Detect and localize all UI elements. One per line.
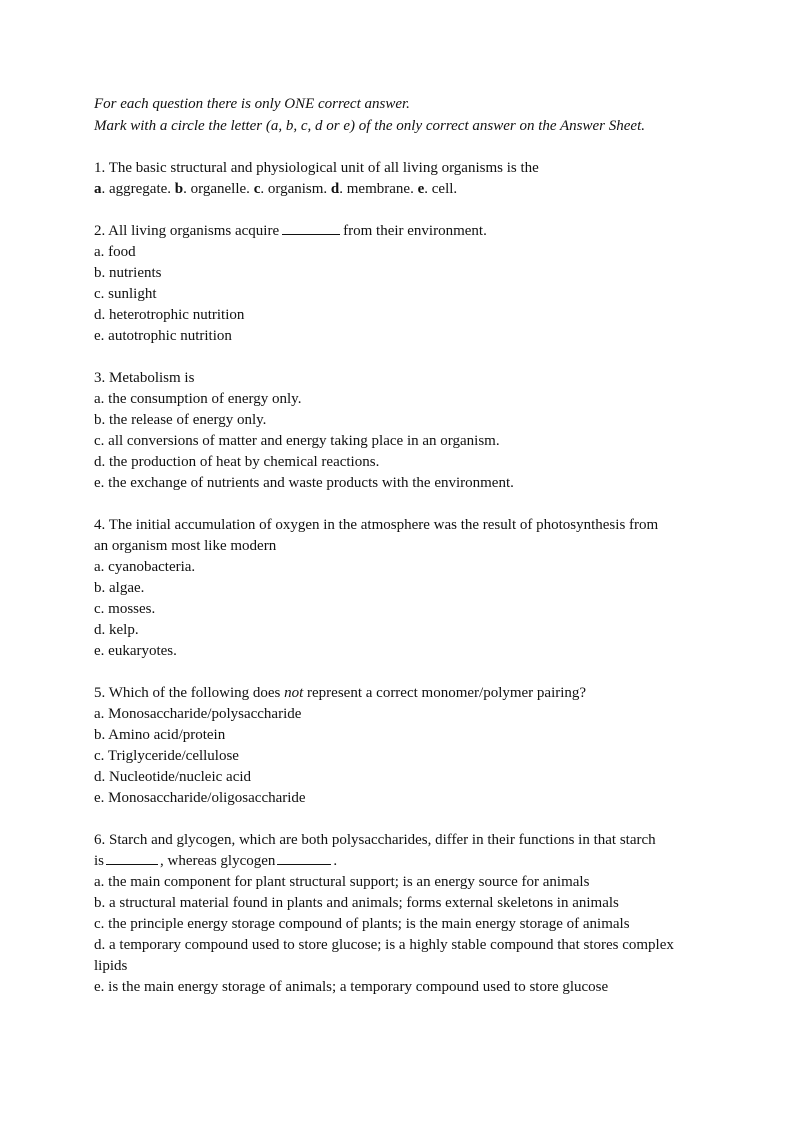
option-letter: b	[174, 181, 184, 197]
option-e: e. eukaryotes.	[94, 643, 177, 659]
instructions	[94, 93, 734, 137]
stem-text: represent a correct monomer/polymer pairing?	[303, 685, 587, 701]
option-e: e. is the main energy storage of animals; a temporary compound used to store glucose	[94, 979, 609, 995]
question-2	[94, 221, 734, 347]
option-d: d. heterotrophic nutrition	[94, 307, 245, 323]
option-e: e. Monosaccharide/oligosaccharide	[94, 790, 306, 806]
question-5	[94, 683, 734, 809]
option-a: a. the main component for plant structural support; is an energy source for animals	[94, 874, 590, 890]
option-c: c. Triglyceride/cellulose	[94, 748, 239, 764]
option-c: c. sunlight	[94, 286, 157, 302]
option-text: . organelle.	[183, 181, 254, 197]
option-d: d. kelp.	[94, 622, 139, 638]
option-e: e. autotrophic nutrition	[94, 328, 232, 344]
option-c: c. all conversions of matter and energy taking place in an organism.	[94, 433, 500, 449]
option-c: c. mosses.	[94, 601, 156, 617]
answer-blank	[282, 221, 340, 235]
instructions-line-2: Mark with a circle the letter (a, b, c, d or e) of the only correct answer on the Answer Sheet.	[94, 118, 645, 134]
question-stem-continued	[94, 851, 734, 872]
question-stem	[94, 221, 734, 242]
option-letter: d	[330, 181, 340, 197]
option-letter: e	[417, 181, 425, 197]
option-a: a. Monosaccharide/polysaccharide	[94, 706, 302, 722]
stem-text: , whereas glycogen	[160, 853, 276, 869]
stem-text: .	[333, 853, 338, 869]
answer-blank	[106, 851, 158, 865]
option-b: b. Amino acid/protein	[94, 727, 226, 743]
question-stem: 4. The initial accumulation of oxygen in the atmosphere was the result of photosynthesis from	[94, 517, 659, 533]
option-letter: c	[253, 181, 261, 197]
question-4	[94, 515, 734, 662]
option-a: a. the consumption of energy only.	[94, 391, 302, 407]
question-1	[94, 158, 734, 200]
question-6	[94, 830, 734, 998]
stem-text: 5. Which of the following does	[94, 685, 285, 701]
option-text: . cell.	[424, 181, 458, 197]
question-3	[94, 368, 734, 494]
stem-text: is	[94, 853, 105, 869]
option-d: d. a temporary compound used to store glucose; is a highly stable compound that stores complex lipids	[94, 937, 674, 974]
option-b: b. algae.	[94, 580, 145, 596]
option-b: b. nutrients	[94, 265, 162, 281]
option-text: . aggregate.	[101, 181, 175, 197]
question-stem: 1. The basic structural and physiological unit of all living organisms is the	[94, 160, 539, 176]
question-options-inline	[94, 179, 734, 200]
option-text: . organism.	[260, 181, 331, 197]
question-stem	[94, 683, 734, 704]
option-d: d. the production of heat by chemical reactions.	[94, 454, 380, 470]
option-a: a. cyanobacteria.	[94, 559, 196, 575]
option-b: b. a structural material found in plants and animals; forms external skeletons in animals	[94, 895, 619, 911]
question-stem-continued: an organism most like modern	[94, 538, 277, 554]
option-text: . membrane.	[339, 181, 418, 197]
option-c: c. the principle energy storage compound of plants; is the main energy storage of animals	[94, 916, 630, 932]
exam-page	[94, 93, 734, 998]
stem-text: 2. All living organisms acquire	[94, 223, 280, 239]
question-stem: 6. Starch and glycogen, which are both polysaccharides, differ in their functions in that starch	[94, 832, 656, 848]
stem-emphasis: not	[284, 685, 304, 701]
option-b: b. the release of energy only.	[94, 412, 267, 428]
option-e: e. the exchange of nutrients and waste products with the environment.	[94, 475, 514, 491]
instructions-line-1: For each question there is only ONE correct answer.	[94, 96, 410, 112]
option-a: a. food	[94, 244, 136, 260]
option-letter: a	[94, 181, 102, 197]
option-d: d. Nucleotide/nucleic acid	[94, 769, 252, 785]
question-stem: 3. Metabolism is	[94, 370, 195, 386]
answer-blank	[277, 851, 331, 865]
stem-text: from their environment.	[343, 223, 487, 239]
